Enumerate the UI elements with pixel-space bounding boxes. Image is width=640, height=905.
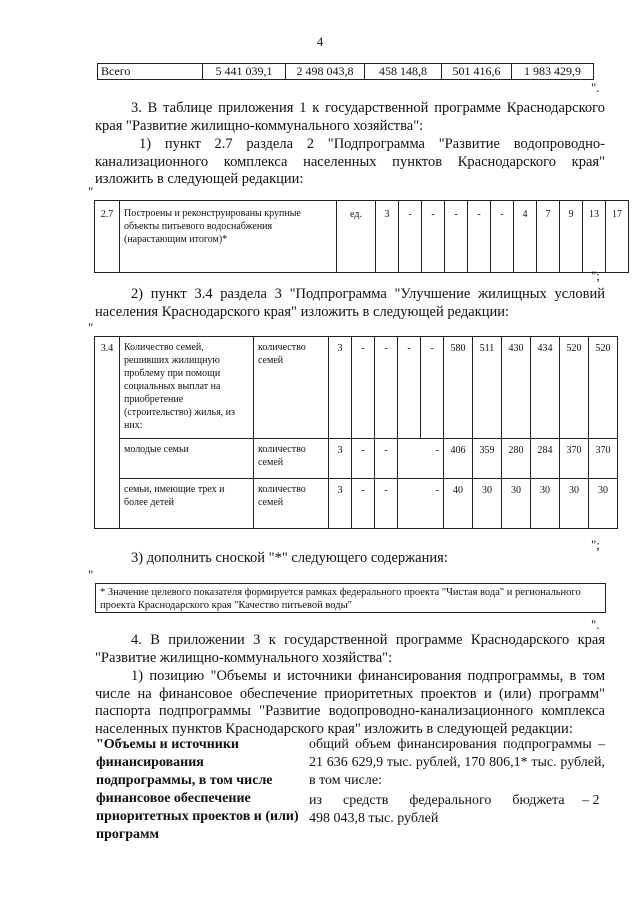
passport-left-label: "Объемы и источники финансирования подпрограммы, в том числе финансовое обеспечение приоритетных проектов и (или) программ [96, 737, 299, 842]
row-number: 2.7 [95, 201, 120, 273]
table-row [95, 439, 618, 479]
value-cell: 359 [473, 439, 502, 479]
value-cell: - [375, 439, 398, 479]
value-cell: 7 [537, 201, 560, 273]
value-cell: 13 [583, 201, 606, 273]
total-table [97, 63, 594, 80]
section4-item1: 1) позицию "Объемы и источники финансирования подпрограммы, в том числе на финансовое обеспечение приоритетных проектов и (или) программ" паспорта подпрограммы "Развитие водопроводно-канализационного комплекса населенных пунктов Краснодарского края" изложить в следующей редакции: [95, 668, 605, 737]
total-label: Всего [98, 64, 203, 80]
passport-federal: из средств федерального бюджета – 2 498 043,8 тыс. рублей [309, 793, 604, 826]
value-cell: 406 [444, 439, 473, 479]
indicator-name: Построены и реконструированы крупные объекты питьевого водоснабжения (нарастающим итогом)* [120, 201, 337, 273]
table-row [95, 201, 629, 273]
value-cell: 30 [560, 479, 589, 529]
closing-quote: "; [591, 537, 600, 552]
closing-quote: "; [591, 268, 600, 283]
value-cell: 30 [473, 479, 502, 529]
total-value: 501 416,6 [442, 64, 512, 80]
passport-right-text [309, 736, 605, 828]
value-cell: - [491, 201, 514, 273]
value-cell: 284 [531, 439, 560, 479]
value-cell: 30 [589, 479, 618, 529]
section3-item1: 1) пункт 2.7 раздела 2 "Подпрограмма "Развитие водопроводно-канализационного комплекса населенных пунктов Краснодарского края" изложить в следующей редакции: [95, 136, 605, 187]
value-cell: 280 [502, 439, 531, 479]
value-cell: - [445, 201, 468, 273]
value-cell: 30 [531, 479, 560, 529]
value-cell: - [398, 479, 444, 529]
total-value: 2 498 043,8 [286, 64, 365, 80]
page-number: 4 [316, 34, 324, 49]
value-cell: 580 [444, 337, 473, 439]
value-cell: 511 [473, 337, 502, 439]
section3-intro: 3. В таблице приложения 1 к государственной программе Краснодарского края "Развитие жилищно-коммунального хозяйства": [95, 100, 605, 134]
value-cell: 3 [329, 479, 352, 529]
total-value: 458 148,8 [365, 64, 442, 80]
indicator-name: семьи, имеющие трех и более детей [120, 479, 254, 529]
value-cell: - [398, 439, 444, 479]
value-cell: 40 [444, 479, 473, 529]
section4-intro: 4. В приложении 3 к государственной программе Краснодарского края "Развитие жилищно-коммунального хозяйства": [95, 632, 605, 666]
unit: количество семей [254, 479, 329, 529]
opening-quote: " [88, 320, 94, 335]
indicator-table-3-4 [94, 336, 618, 529]
opening-quote: " [88, 184, 94, 199]
opening-quote: " [88, 567, 94, 582]
table-row [95, 337, 618, 439]
indicator-name: молодые семьи [120, 439, 254, 479]
table-row [98, 64, 594, 80]
section3-item2: 2) пункт 3.4 раздела 3 "Подпрограмма "Улучшение жилищных условий населения Краснодарского края" изложить в следующей редакции: [95, 286, 605, 320]
footnote-box: * Значение целевого показателя формируется рамках федерального проекта "Чистая вода" и регионального проекта Краснодарского края "Качество питьевой воды" [95, 583, 606, 613]
closing-quote: ". [591, 617, 600, 632]
value-cell: 370 [589, 439, 618, 479]
table-row [95, 479, 618, 529]
value-cell: 30 [502, 479, 531, 529]
value-cell: - [422, 201, 445, 273]
value-cell: - [399, 201, 422, 273]
value-cell: 430 [502, 337, 531, 439]
unit: количество семей [254, 439, 329, 479]
value-cell: - [375, 479, 398, 529]
value-cell: 3 [329, 337, 352, 439]
unit: ед. [337, 201, 376, 273]
unit: количество семей [254, 337, 329, 439]
value-cell: - [352, 439, 375, 479]
indicator-table-2-7 [94, 200, 629, 273]
value-cell: 17 [606, 201, 629, 273]
indicator-name: Количество семей, решивших жилищную проблему при помощи социальных выплат на приобретение (строительство) жилья, из них: [120, 337, 254, 439]
value-cell: 3 [329, 439, 352, 479]
total-value: 5 441 039,1 [203, 64, 286, 80]
value-cell: 3 [376, 201, 399, 273]
passport-total: общий объем финансирования подпрограммы – 21 636 629,9 тыс. рублей, 170 806,1* тыс. рублей, в том числе: [309, 737, 605, 788]
value-cell: 9 [560, 201, 583, 273]
value-cell: 434 [531, 337, 560, 439]
value-cell: 370 [560, 439, 589, 479]
value-cell: 520 [589, 337, 618, 439]
row-number: 3.4 [95, 337, 120, 529]
value-cell: - [468, 201, 491, 273]
total-value: 1 983 429,9 [512, 64, 594, 80]
value-cell: - [375, 337, 398, 439]
value-cell: - [352, 337, 375, 439]
value-cell: 520 [560, 337, 589, 439]
closing-quote: ". [591, 80, 600, 95]
value-cell: - [352, 479, 375, 529]
value-cell: - [398, 337, 421, 439]
section3-item3: 3) дополнить сноской "*" следующего содержания: [131, 550, 448, 566]
value-cell: 4 [514, 201, 537, 273]
value-cell: - [421, 337, 444, 439]
